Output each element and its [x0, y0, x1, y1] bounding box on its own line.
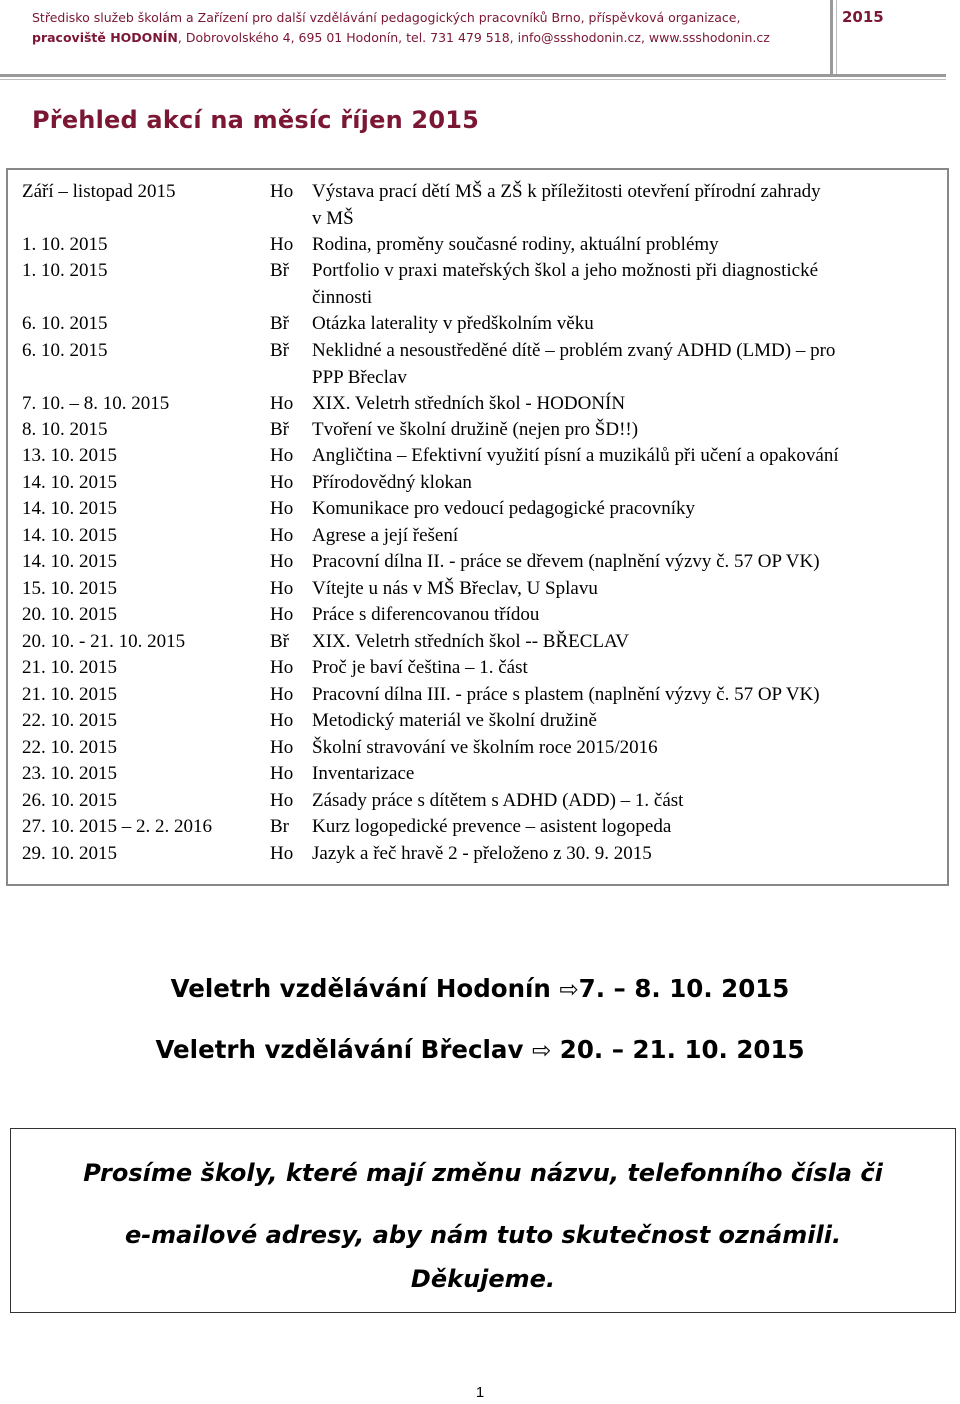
- fair-breclav: [0, 1035, 960, 1064]
- event-title: Neklidné a nesoustředěné dítě – problém zvaný ADHD (LMD) – pro PPP Břeclav: [312, 340, 836, 388]
- event-date: Září – listopad 2015: [22, 181, 176, 202]
- event-date: 6. 10. 2015: [22, 313, 108, 334]
- event-place: Bř: [270, 260, 289, 281]
- event-place: Bř: [270, 631, 289, 652]
- fair-label: Veletrh vzdělávání Hodonín: [170, 974, 551, 1003]
- event-date: 7. 10. – 8. 10. 2015: [22, 393, 170, 414]
- page-number: 1: [475, 1384, 485, 1401]
- event-date: 14. 10. 2015: [22, 498, 117, 519]
- organization-info: [32, 8, 832, 48]
- event-title: Agrese a její řešení: [312, 525, 459, 546]
- event-place: Br: [270, 816, 289, 837]
- event-place: Ho: [270, 737, 294, 758]
- event-place: Ho: [270, 472, 294, 493]
- event-title: Angličtina – Efektivní využití písní a muzikálů při učení a opakování: [312, 445, 839, 466]
- org-line-2: [32, 28, 832, 48]
- header-divider-thin: [836, 0, 837, 76]
- event-title: Portfolio v praxi mateřských škol a jeho možnosti při diagnostické činnosti: [312, 260, 819, 308]
- org-line-1: Středisko služeb školám a Zařízení pro další vzdělávání pedagogických pracovníků Brno, příspěvková organizace,: [32, 10, 741, 25]
- org-contact: , Dobrovolského 4, 695 01 Hodonín, tel. 731 479 518, info@ssshodonin.cz, www.ssshodonin.cz: [177, 30, 770, 45]
- event-title: Pracovní dílna II. - práce se dřevem (naplnění výzvy č. 57 OP VK): [312, 551, 820, 572]
- event-place: Ho: [270, 578, 294, 599]
- event-place: Ho: [270, 790, 294, 811]
- event-place: Ho: [270, 604, 294, 625]
- org-branch: pracoviště HODONÍN: [32, 30, 178, 45]
- event-date: 14. 10. 2015: [22, 472, 117, 493]
- arrow-right-icon: ⇨: [559, 977, 579, 1003]
- event-title: Proč je baví čeština – 1. část: [312, 657, 528, 678]
- event-place: Ho: [270, 393, 294, 414]
- event-place: Ho: [270, 234, 294, 255]
- event-date: 29. 10. 2015: [22, 843, 117, 864]
- event-title: Metodický materiál ve školní družině: [312, 710, 597, 731]
- event-date: 20. 10. - 21. 10. 2015: [22, 631, 186, 652]
- page-header: [0, 0, 960, 78]
- event-title: Tvoření ve školní družině (nejen pro ŠD!!): [312, 419, 639, 440]
- event-date: 23. 10. 2015: [22, 763, 117, 784]
- event-date: 8. 10. 2015: [22, 419, 108, 440]
- event-date: 13. 10. 2015: [22, 445, 117, 466]
- header-rule-thin: [0, 79, 946, 80]
- event-title: Inventarizace: [312, 763, 415, 784]
- event-title: Jazyk a řeč hravě 2 - přeloženo z 30. 9. 2015: [312, 843, 652, 864]
- event-date: 22. 10. 2015: [22, 710, 117, 731]
- event-date: 26. 10. 2015: [22, 790, 117, 811]
- header-year: 2015: [842, 8, 884, 26]
- event-place: Bř: [270, 419, 289, 440]
- event-date: 6. 10. 2015: [22, 340, 108, 361]
- notice-box: [10, 1128, 956, 1313]
- event-title: Přírodovědný klokan: [312, 472, 472, 493]
- fair-dates: 7. – 8. 10. 2015: [578, 974, 790, 1003]
- event-date: 22. 10. 2015: [22, 737, 117, 758]
- event-title: Práce s diferencovanou třídou: [312, 604, 540, 625]
- event-title: Rodina, proměny současné rodiny, aktuální problémy: [312, 234, 719, 255]
- event-date: 20. 10. 2015: [22, 604, 117, 625]
- event-place: Bř: [270, 313, 289, 334]
- notice-line-2: e-mailové adresy, aby nám tuto skutečnost oznámili.: [124, 1221, 842, 1249]
- arrow-right-icon: ⇨: [531, 1038, 552, 1064]
- event-date: 15. 10. 2015: [22, 578, 117, 599]
- event-place: Ho: [270, 843, 294, 864]
- fair-dates: 20. – 21. 10. 2015: [559, 1035, 805, 1064]
- event-place: Ho: [270, 684, 294, 705]
- event-title: Kurz logopedické prevence – asistent logopeda: [312, 816, 672, 837]
- event-title: Pracovní dílna III. - práce s plastem (naplnění výzvy č. 57 OP VK): [312, 684, 820, 705]
- event-place: Ho: [270, 763, 294, 784]
- event-place: Ho: [270, 445, 294, 466]
- event-place: Ho: [270, 657, 294, 678]
- event-title: Výstava prací dětí MŠ a ZŠ k příležitosti otevření přírodní zahrady v MŠ: [312, 181, 821, 229]
- header-rule: [0, 74, 946, 77]
- notice-line-1: Prosíme školy, které mají změnu názvu, telefonního čísla či: [83, 1159, 883, 1187]
- event-title: Školní stravování ve školním roce 2015/2016: [312, 737, 658, 758]
- event-title: Vítejte u nás v MŠ Břeclav, U Splavu: [312, 578, 598, 599]
- event-date: 1. 10. 2015: [22, 260, 108, 281]
- event-date: 14. 10. 2015: [22, 525, 117, 546]
- event-date: 27. 10. 2015 – 2. 2. 2016: [22, 816, 212, 837]
- event-title: Komunikace pro vedoucí pedagogické pracovníky: [312, 498, 696, 519]
- event-date: 14. 10. 2015: [22, 551, 117, 572]
- event-date: 21. 10. 2015: [22, 684, 117, 705]
- fair-hodonin: [0, 974, 960, 1003]
- event-title: Otázka laterality v předškolním věku: [312, 313, 594, 334]
- event-place: Ho: [270, 710, 294, 731]
- event-date: 21. 10. 2015: [22, 657, 117, 678]
- header-divider: [830, 0, 833, 76]
- notice-line-3: Děkujeme.: [410, 1265, 556, 1293]
- event-place: Ho: [270, 498, 294, 519]
- event-place: Ho: [270, 181, 294, 202]
- page-title: Přehled akcí na měsíc říjen 2015: [32, 106, 480, 134]
- event-place: Ho: [270, 551, 294, 572]
- event-title: Zásady práce s dítětem s ADHD (ADD) – 1. část: [312, 790, 684, 811]
- event-place: Bř: [270, 340, 289, 361]
- events-table: [6, 168, 949, 886]
- event-date: 1. 10. 2015: [22, 234, 108, 255]
- event-title: XIX. Veletrh středních škol - HODONÍN: [312, 393, 626, 414]
- event-title: XIX. Veletrh středních škol -- BŘECLAV: [312, 631, 629, 652]
- fair-label: Veletrh vzdělávání Břeclav: [155, 1035, 524, 1064]
- event-place: Ho: [270, 525, 294, 546]
